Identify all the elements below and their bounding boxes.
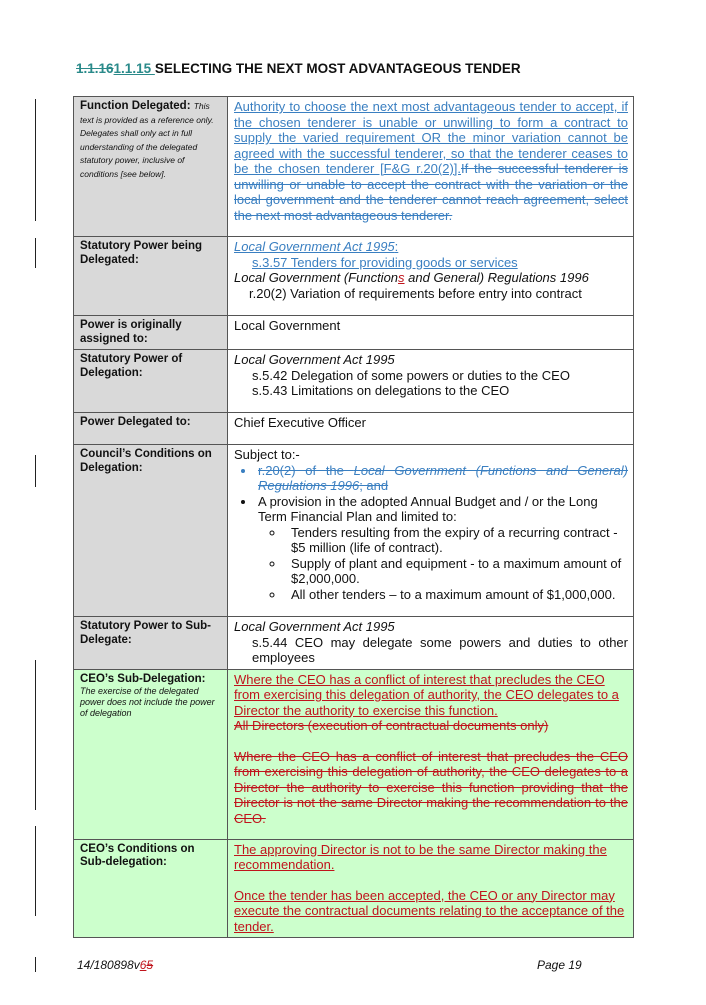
power-of-delegation-label-cell — [74, 350, 228, 413]
footer-page-number: Page 19 — [537, 958, 582, 972]
function-delegated-label-cell — [74, 97, 228, 237]
power-assigned-label: Power is originally assigned to: — [80, 319, 182, 345]
power-assigned-value: Local Government — [228, 316, 634, 350]
footer-version-old: 5 — [146, 958, 154, 972]
power-of-delegation-value — [228, 350, 634, 413]
ceo-sub-delegation-note: The exercise of the delegated power does not include the power of delegation — [80, 686, 215, 718]
footer-doc-ref: 14/180898v65 — [77, 958, 154, 972]
row-ceo-sub-delegation — [74, 669, 634, 839]
council-conditions-value — [228, 445, 634, 617]
sub-delegate-label: Statutory Power to Sub-Delegate: — [80, 620, 211, 646]
power-of-delegation-label: Statutory Power of Delegation: — [80, 353, 183, 379]
ceo-conditions-label-cell — [74, 839, 228, 938]
statutory-regs-b: and General) Regulations 1996 — [404, 270, 589, 285]
function-delegated-label: Function Delegated: — [80, 100, 191, 112]
heading-old-number: 1.1.16 — [76, 61, 114, 76]
power-assigned-label-cell — [74, 316, 228, 350]
change-bar — [35, 238, 36, 268]
ceo-sub-delegation-label-cell — [74, 669, 228, 839]
conditions-intro: Subject to:- — [234, 447, 300, 462]
ceo-sub-delegation-value — [228, 669, 634, 839]
statutory-regs-s: s — [398, 270, 405, 285]
row-function-delegated — [74, 97, 634, 237]
council-conditions-label-cell — [74, 445, 228, 617]
statutory-act: Local Government Act 1995 — [234, 239, 395, 254]
function-inserted-text: Authority to choose the next most advantageous tender to accept, if the chosen tenderer is unable or unwilling to form a contract to supply the varied requirement OR the minor variation cannot be agreed with the successful tenderer, so that the tenderer ceases to be the chosen tenderer [F&G r.20(2)]. — [234, 99, 628, 176]
section-heading — [76, 61, 521, 76]
change-bar — [35, 957, 36, 972]
change-bar — [35, 660, 36, 810]
ceo-conditions-inserted-2: Once the tender has been accepted, the CEO or any Director may execute the contractual documents relating to the acceptance of the tender. — [234, 887, 625, 934]
ceo-sub-deleted-2: Where the CEO has a conflict of interest that precludes the CEO from exercising this delegation of authority, the CEO delegates to a Director the authority to exercise this function providing that the Director is not the same Director making the recommendation to the CEO. — [234, 748, 628, 826]
row-statutory-power — [74, 237, 634, 316]
heading-new-number: 1.1.15 — [113, 61, 155, 76]
ceo-conditions-label: CEO’s Conditions on Sub-delegation: — [80, 842, 195, 868]
limit-item: ◦ Tenders resulting from the expiry of a recurring contract - $5 million (life of contract). — [285, 525, 628, 556]
change-bar — [35, 99, 36, 221]
council-conditions-label: Council’s Conditions on Delegation: — [80, 448, 212, 474]
limit-item: ◦ All other tenders – to a maximum amount of $1,000,000. — [285, 587, 628, 603]
conditions-deleted-item: • r.20(2) of the Local Government (Functions and General) Regulations 1996; and — [256, 463, 628, 494]
ceo-sub-inserted: Where the CEO has a conflict of interest that precludes the CEO from exercising this delegation of authority, the CEO delegates to a Director the authority to exercise this function. — [234, 671, 619, 718]
statutory-power-value — [228, 237, 634, 316]
ceo-sub-deleted-1: All Directors (execution of contractual documents only) — [234, 718, 549, 733]
heading-title: SELECTING THE NEXT MOST ADVANTAGEOUS TENDER — [154, 61, 521, 76]
sub-delegate-act: Local Government Act 1995 — [234, 619, 395, 634]
function-deleted-text: If the successful tenderer is unwilling or unable to accept the contract with the variation or the local government and the tenderer cannot reach agreement, select the next most advantageous tenderer. — [234, 161, 628, 223]
function-delegated-value — [228, 97, 634, 237]
delegation-item: s.5.42 Delegation of some powers or duties to the CEO — [252, 367, 570, 383]
row-ceo-conditions — [74, 839, 634, 938]
statutory-regs-a: Local Government (Function — [234, 270, 399, 285]
row-power-delegated-to — [74, 413, 634, 445]
ceo-conditions-inserted-1: The approving Director is not to be the same Director making the recommendation. — [234, 841, 607, 872]
power-delegated-to-value: Chief Executive Officer — [228, 413, 634, 445]
function-delegated-note: This text is provided as a reference only. Delegates shall only act in full understanding of the delegated statutory power, inclusive of conditions [see below]. — [80, 101, 214, 179]
statutory-power-label-cell — [74, 237, 228, 316]
statutory-power-label: Statutory Power being Delegated: — [80, 240, 203, 266]
delegation-item: s.5.43 Limitations on delegations to the CEO — [252, 383, 510, 398]
statutory-act-colon: : — [394, 239, 399, 254]
row-council-conditions — [74, 445, 634, 617]
conditions-provision-item: • A provision in the adopted Annual Budget and / or the Long Term Financial Plan and limited to: ◦ Tenders resulting from the expiry of a recurring contract - $5 million (life of contract). ◦ Supply of plant and equipment - to a maximum amount of $2,000,000. ◦ All other tenders – to a maximum amount of $1,000,000. — [256, 494, 628, 603]
change-bar — [35, 455, 36, 487]
statutory-section: s.3.57 Tenders for providing goods or services — [252, 254, 518, 270]
power-delegated-to-label: Power Delegated to: — [80, 416, 191, 428]
row-power-assigned — [74, 316, 634, 350]
ceo-conditions-value — [228, 839, 634, 938]
sub-delegate-item: s.5.44 CEO may delegate some powers and duties to other employees — [252, 634, 628, 665]
sub-delegate-value — [228, 617, 634, 670]
statutory-reg-item: r.20(2) Variation of requirements before entry into contract — [249, 285, 582, 301]
delegation-act: Local Government Act 1995 — [234, 352, 395, 367]
row-power-of-delegation — [74, 350, 634, 413]
delegation-table — [73, 96, 634, 938]
change-bar — [35, 826, 36, 916]
limit-item: ◦ Supply of plant and equipment - to a maximum amount of $2,000,000. — [285, 556, 628, 587]
power-delegated-to-label-cell — [74, 413, 228, 445]
sub-delegate-label-cell — [74, 617, 228, 670]
ceo-sub-delegation-label: CEO’s Sub-Delegation: — [80, 672, 206, 685]
row-power-to-sub-delegate — [74, 617, 634, 670]
footer-version-new: 6 — [139, 958, 147, 972]
